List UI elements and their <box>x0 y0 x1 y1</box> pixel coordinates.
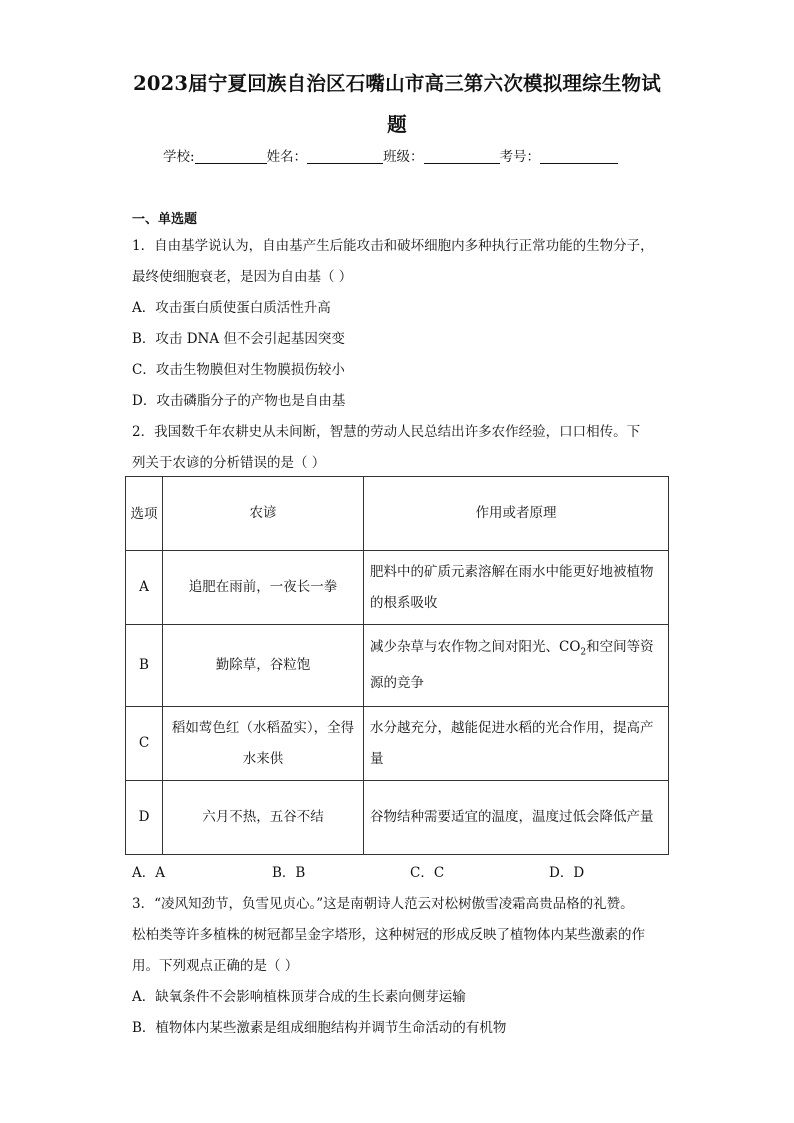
q2-answer-b: B．B <box>272 865 306 881</box>
q2-answer-c: C．C <box>410 865 445 881</box>
exam-title-line1: 2023届宁夏回族自治区石嘴山市高三第六次模拟理综生物试 <box>133 72 661 95</box>
q3-stem-line2: 松柏类等许多植株的树冠都呈金字塔形，这种树冠的形成反映了植物体内某些激素的作 <box>132 927 645 943</box>
class-label: 班级： <box>383 149 424 165</box>
row-principle: 谷物结种需要适宜的温度，温度过低会降低产量 <box>364 781 669 855</box>
row-option: D <box>126 781 163 855</box>
table-header-row <box>126 477 669 551</box>
table-row <box>126 707 669 781</box>
header-option: 选项 <box>126 477 163 551</box>
q3-option-a: A．缺氧条件不会影响植株顶芽合成的生长素向侧芽运输 <box>132 989 466 1005</box>
table-row <box>126 625 669 707</box>
table-row <box>126 551 669 625</box>
table-row <box>126 781 669 855</box>
row-principle: 减少杂草与农作物之间对阳光、$CO_2$和空间等资源的竞争 <box>364 625 669 707</box>
q1-option-b: B．攻击 DNA 但不会引起基因突变 <box>132 331 345 347</box>
q2-stem-line1: 2．我国数千年农耕史从未间断，智慧的劳动人民总结出许多农作经验，口口相传。下 <box>132 424 641 440</box>
exam-no-label: 考号： <box>499 149 541 165</box>
q2-answer-a: A．A <box>132 865 165 881</box>
name-label: 姓名： <box>266 149 308 165</box>
exam-title-line2: 题 <box>387 113 407 136</box>
q1-option-a: A．攻击蛋白质使蛋白质活性升高 <box>132 300 331 316</box>
row-proverb: 勤除草，谷粒饱 <box>163 625 364 707</box>
exam-no-blank[interactable] <box>540 149 618 164</box>
class-blank[interactable] <box>424 149 500 164</box>
school-blank[interactable] <box>195 149 267 164</box>
q2-table <box>125 476 669 855</box>
row-proverb: 六月不热，五谷不结 <box>163 781 364 855</box>
row-option: C <box>126 707 163 781</box>
name-blank[interactable] <box>307 149 383 164</box>
row-proverb: 追肥在雨前，一夜长一拳 <box>163 551 364 625</box>
q1-option-c: C．攻击生物膜但对生物膜损伤较小 <box>132 362 345 378</box>
q3-stem-line3: 用。下列观点正确的是（ ） <box>132 958 299 974</box>
q3-option-b: B．植物体内某些激素是组成细胞结构并调节生命活动的有机物 <box>132 1020 507 1036</box>
q2-stem-line2: 列关于农谚的分析错误的是（ ） <box>132 455 326 471</box>
section-heading: 一、单选题 <box>132 212 198 227</box>
q2-answer-d: D．D <box>549 865 585 881</box>
q3-stem-line1: 3．“凌风知劲节，负雪见贞心。”这是南朝诗人范云对松树傲雪凌霜高贵品格的礼赞。 <box>132 896 634 912</box>
student-info-row <box>163 145 618 165</box>
row-proverb: 稻如莺色红（水稻盈实），全得水来供 <box>163 707 364 781</box>
school-label: 学校: <box>163 149 195 165</box>
q1-stem-line1: 1．自由基学说认为，自由基产生后能攻击和破坏细胞内多种执行正常功能的生物分子， <box>132 238 654 254</box>
header-proverb: 农谚 <box>163 477 364 551</box>
row-option: B <box>126 625 163 707</box>
header-principle: 作用或者原理 <box>364 477 669 551</box>
q1-stem-line2: 最终使细胞衰老，是因为自由基（ ） <box>132 269 353 285</box>
q1-option-d: D．攻击磷脂分子的产物也是自由基 <box>132 393 346 409</box>
row-option: A <box>126 551 163 625</box>
row-principle: 肥料中的矿质元素溶解在雨水中能更好地被植物的根系吸收 <box>364 551 669 625</box>
row-principle: 水分越充分，越能促进水稻的光合作用，提高产量 <box>364 707 669 781</box>
